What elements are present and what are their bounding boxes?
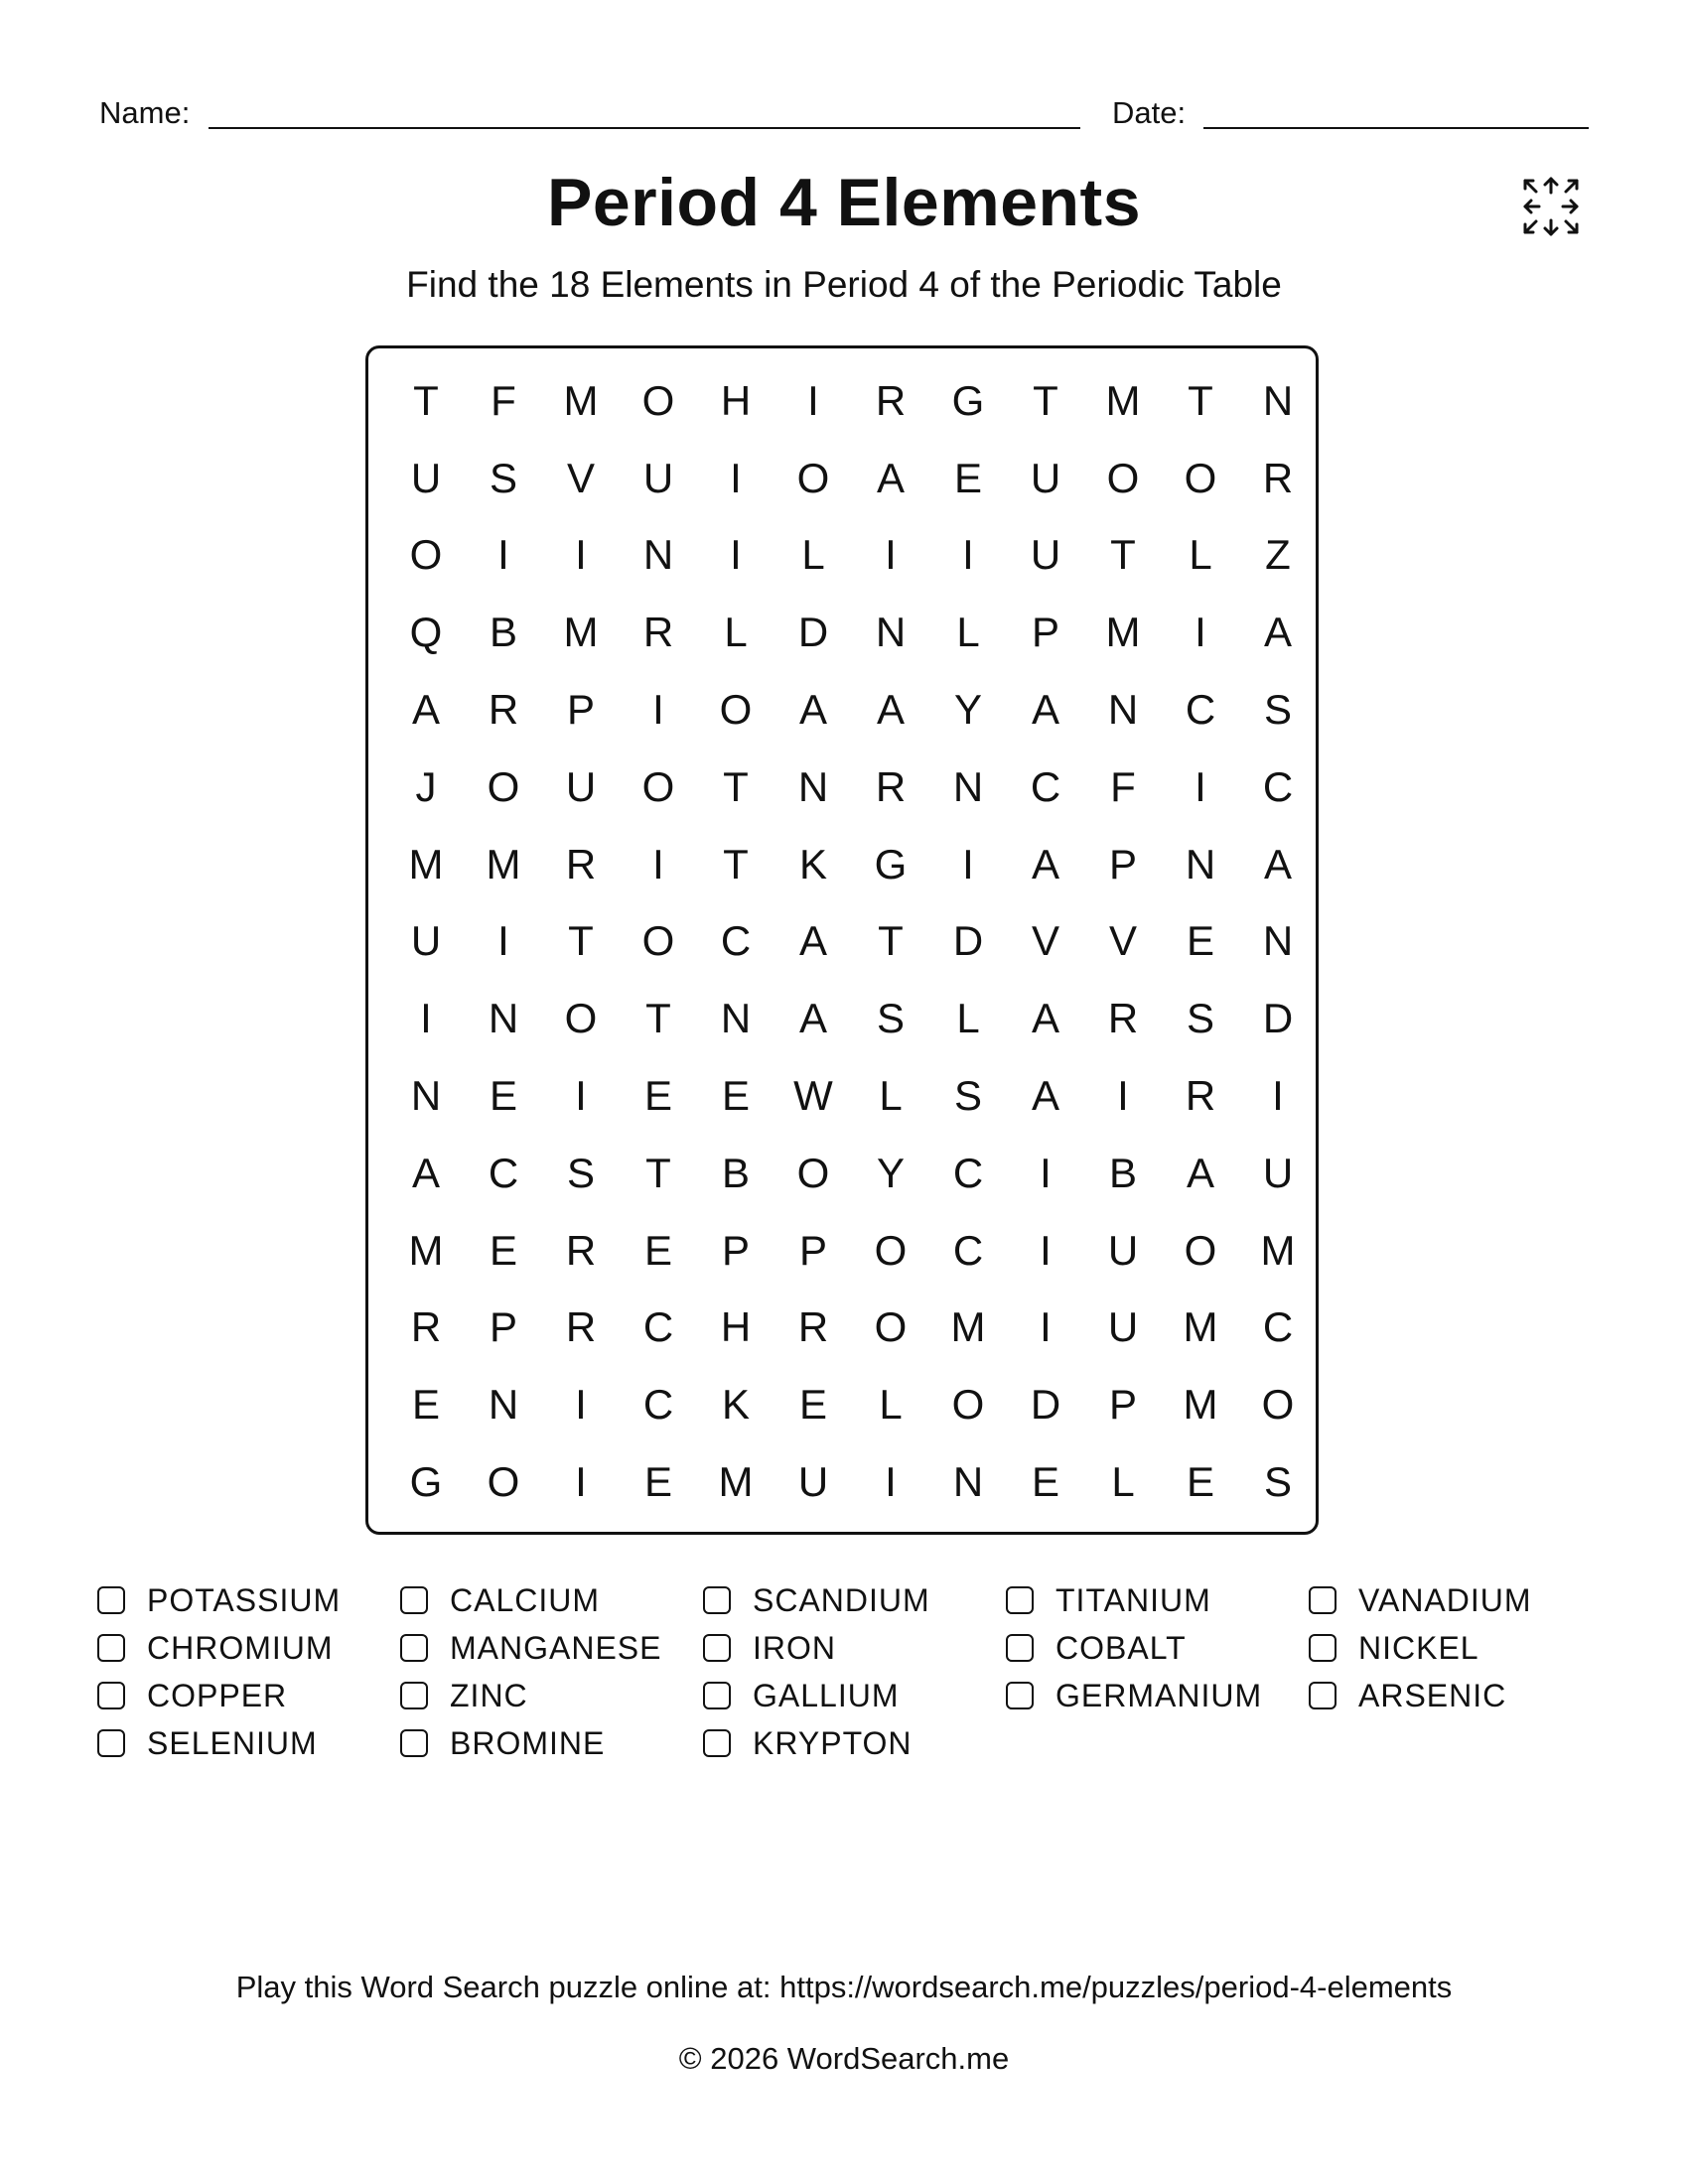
word-list-item[interactable] (1309, 1576, 1612, 1624)
word-label: KRYPTON (753, 1724, 913, 1761)
grid-cell[interactable]: F (491, 376, 516, 424)
grid-cell[interactable]: L (1111, 1458, 1135, 1506)
checkbox[interactable] (703, 1729, 731, 1757)
checkbox[interactable] (703, 1682, 731, 1709)
word-list-item[interactable] (97, 1624, 400, 1672)
grid-cell[interactable]: O (874, 1226, 908, 1274)
grid-cell[interactable]: K (798, 840, 827, 887)
grid-cell[interactable]: N (488, 1381, 519, 1429)
grid-cell[interactable]: L (801, 531, 825, 579)
word-label: BROMINE (450, 1724, 606, 1761)
grid-cell[interactable]: N (720, 995, 752, 1042)
word-label: SCANDIUM (753, 1581, 930, 1618)
copyright-text: © 2026 WordSearch.me (678, 2041, 1010, 2076)
grid-cell[interactable]: T (568, 917, 594, 965)
grid-cell[interactable]: A (1263, 609, 1292, 656)
grid-cell[interactable]: S (1263, 1458, 1292, 1506)
grid-cell[interactable]: I (730, 454, 742, 501)
grid-cell[interactable]: H (720, 376, 752, 424)
grid-cell[interactable]: I (652, 686, 664, 734)
grid-cell[interactable]: E (798, 1381, 827, 1429)
checkbox[interactable] (97, 1682, 125, 1709)
grid-cell[interactable]: I (1195, 609, 1206, 656)
grid-cell[interactable]: C (952, 1226, 984, 1274)
grid-cell[interactable]: O (641, 917, 675, 965)
word-label: NICKEL (1358, 1629, 1479, 1666)
grid-cell[interactable]: U (1107, 1226, 1139, 1274)
grid-cell[interactable]: N (952, 762, 984, 810)
grid-cell[interactable]: T (878, 917, 904, 965)
grid-cell[interactable]: C (642, 1381, 674, 1429)
grid-cell[interactable]: G (874, 840, 908, 887)
grid-cell[interactable]: T (645, 1149, 671, 1196)
grid-cell[interactable]: T (723, 840, 749, 887)
grid-cell[interactable]: E (953, 454, 982, 501)
grid-cell[interactable]: A (1031, 1072, 1059, 1120)
grid-cell[interactable]: P (489, 1303, 517, 1351)
grid-cell[interactable]: C (488, 1149, 519, 1196)
grid-cell[interactable]: B (1108, 1149, 1137, 1196)
word-list-item[interactable] (1006, 1624, 1309, 1672)
grid-cell[interactable]: O (1261, 1381, 1295, 1429)
grid-cell[interactable]: L (879, 1381, 903, 1429)
grid-cell[interactable]: O (409, 531, 443, 579)
grid-cell[interactable]: A (798, 995, 827, 1042)
date-line[interactable] (1203, 127, 1589, 129)
word-label: VANADIUM (1358, 1581, 1532, 1618)
grid-cell[interactable]: I (885, 531, 897, 579)
grid-cell[interactable]: J (415, 762, 437, 810)
grid-cell[interactable]: M (950, 1303, 986, 1351)
grid-cell[interactable]: U (1030, 531, 1061, 579)
grid-cell[interactable]: V (1031, 917, 1059, 965)
word-label: SELENIUM (147, 1724, 318, 1761)
checkbox[interactable] (97, 1634, 125, 1662)
grid-cell[interactable]: P (798, 1226, 827, 1274)
grid-cell[interactable]: A (411, 1149, 440, 1196)
grid-cell[interactable]: V (1108, 917, 1137, 965)
grid-cell[interactable]: A (876, 686, 905, 734)
grid-cell[interactable]: A (798, 686, 827, 734)
grid-cell[interactable]: A (1263, 840, 1292, 887)
grid-cell[interactable]: E (1186, 1458, 1214, 1506)
word-label: GALLIUM (753, 1677, 900, 1713)
grid-cell[interactable]: E (1186, 917, 1214, 965)
grid-cell[interactable]: E (721, 1072, 750, 1120)
grid-cell[interactable]: T (645, 995, 671, 1042)
grid-cell[interactable]: I (575, 1458, 587, 1506)
grid-cell[interactable]: L (724, 609, 748, 656)
grid-cell[interactable]: D (797, 609, 829, 656)
page-title: Period 4 Elements (546, 165, 1142, 240)
grid-cell[interactable]: N (488, 995, 519, 1042)
word-list-item[interactable] (97, 1719, 400, 1767)
grid-cell[interactable]: I (497, 531, 509, 579)
word-list-item[interactable] (400, 1576, 703, 1624)
grid-cell[interactable]: H (720, 1303, 752, 1351)
checkbox[interactable] (1309, 1586, 1336, 1614)
grid-cell[interactable]: O (719, 686, 753, 734)
grid-cell[interactable]: U (410, 454, 442, 501)
grid-cell[interactable]: M (486, 840, 521, 887)
checkbox[interactable] (400, 1634, 428, 1662)
grid-cell[interactable]: I (1117, 1072, 1129, 1120)
word-list (97, 1576, 1607, 1767)
grid-cell[interactable]: A (1031, 840, 1059, 887)
word-label: POTASSIUM (147, 1581, 342, 1618)
grid-cell[interactable]: I (652, 840, 664, 887)
checkbox[interactable] (1006, 1682, 1034, 1709)
word-list-item[interactable] (400, 1624, 703, 1672)
grid-cell[interactable]: U (1107, 1303, 1139, 1351)
checkbox[interactable] (97, 1586, 125, 1614)
checkbox[interactable] (400, 1586, 428, 1614)
grid-cell[interactable]: O (487, 762, 520, 810)
word-label: IRON (753, 1629, 836, 1666)
grid-cell[interactable]: O (1184, 1226, 1217, 1274)
grid-cell[interactable]: O (874, 1303, 908, 1351)
checkbox[interactable] (1309, 1682, 1336, 1709)
grid-cell[interactable]: P (1108, 1381, 1137, 1429)
word-label: GERMANIUM (1055, 1677, 1263, 1713)
grid-cell[interactable]: D (1262, 995, 1294, 1042)
word-list-item[interactable] (400, 1719, 703, 1767)
grid-cell[interactable]: S (1263, 686, 1292, 734)
grid-cell[interactable]: O (951, 1381, 985, 1429)
grid-cell[interactable]: I (1040, 1149, 1052, 1196)
grid-cell[interactable]: R (565, 840, 597, 887)
grid-cell[interactable]: I (807, 376, 819, 424)
grid-cell[interactable]: E (411, 1381, 440, 1429)
grid-cell[interactable]: F (1110, 762, 1136, 810)
grid-cell[interactable]: E (643, 1226, 672, 1274)
checkbox[interactable] (703, 1586, 731, 1614)
grid-cell[interactable]: G (951, 376, 985, 424)
grid-cell[interactable]: G (409, 1458, 443, 1506)
grid-cell[interactable]: I (962, 531, 974, 579)
grid-cell[interactable]: U (565, 762, 597, 810)
grid-cell[interactable]: I (730, 531, 742, 579)
checkbox[interactable] (400, 1729, 428, 1757)
grid-cell[interactable]: U (1262, 1149, 1294, 1196)
grid-cell[interactable]: M (1105, 376, 1141, 424)
grid-cell[interactable]: I (962, 840, 974, 887)
grid-cell[interactable]: R (410, 1303, 442, 1351)
grid-cell[interactable]: O (1106, 454, 1140, 501)
grid-cell[interactable]: O (1184, 454, 1217, 501)
grid-cell[interactable]: S (876, 995, 905, 1042)
grid-cell[interactable]: R (875, 762, 907, 810)
grid-cell[interactable]: P (566, 686, 595, 734)
grid-cell[interactable]: B (489, 609, 517, 656)
grid-cell[interactable]: N (1262, 376, 1294, 424)
word-label: MANGANESE (450, 1629, 662, 1666)
grid-cell[interactable]: S (1186, 995, 1214, 1042)
grid-cell[interactable]: C (1262, 1303, 1294, 1351)
grid-cell[interactable]: M (1183, 1303, 1218, 1351)
grid-cell[interactable]: E (1031, 1458, 1059, 1506)
grid-cell[interactable]: K (721, 1381, 750, 1429)
letter-grid[interactable] (387, 362, 1317, 1521)
grid-cell[interactable]: I (1040, 1226, 1052, 1274)
header-fields (99, 95, 1589, 135)
grid-cell[interactable]: I (1272, 1072, 1284, 1120)
grid-cell[interactable]: N (642, 531, 674, 579)
grid-cell[interactable]: C (952, 1149, 984, 1196)
grid-cell[interactable]: L (956, 609, 980, 656)
checkbox[interactable] (703, 1634, 731, 1662)
grid-cell[interactable]: O (641, 762, 675, 810)
grid-cell[interactable]: M (408, 840, 444, 887)
grid-cell[interactable]: S (953, 1072, 982, 1120)
grid-cell[interactable]: T (1188, 376, 1213, 424)
word-list-item[interactable] (703, 1719, 1006, 1767)
grid-cell[interactable]: R (565, 1226, 597, 1274)
checkbox[interactable] (400, 1682, 428, 1709)
play-online-text: Play this Word Search puzzle online at: https://wordsearch.me/puzzles/period-4-elements (235, 1970, 1453, 2004)
grid-cell[interactable]: M (1105, 609, 1141, 656)
grid-cell[interactable]: A (1186, 1149, 1214, 1196)
grid-cell[interactable]: E (643, 1458, 672, 1506)
grid-cell[interactable]: A (411, 686, 440, 734)
grid-cell[interactable]: T (723, 762, 749, 810)
name-label: Name: (99, 95, 191, 130)
grid-cell[interactable]: Y (876, 1149, 905, 1196)
word-list-item[interactable] (1309, 1624, 1612, 1672)
word-list-item[interactable] (400, 1672, 703, 1719)
word-label: COPPER (147, 1677, 288, 1713)
grid-cell[interactable]: E (489, 1072, 517, 1120)
page-subtitle: Find the 18 Elements in Period 4 of the Periodic Table (406, 264, 1282, 305)
grid-cell[interactable]: O (564, 995, 598, 1042)
grid-cell[interactable]: R (1262, 454, 1294, 501)
grid-cell[interactable]: M (1260, 1226, 1296, 1274)
word-list-item[interactable] (1309, 1672, 1612, 1719)
grid-cell[interactable]: C (1262, 762, 1294, 810)
grid-cell[interactable]: D (1030, 1381, 1061, 1429)
grid-cell[interactable]: N (1107, 686, 1139, 734)
grid-cell[interactable]: U (642, 454, 674, 501)
grid-cell[interactable]: N (410, 1072, 442, 1120)
grid-cell[interactable]: S (566, 1149, 595, 1196)
grid-cell[interactable]: T (1033, 376, 1058, 424)
word-label: CALCIUM (450, 1581, 601, 1618)
grid-cell[interactable]: M (408, 1226, 444, 1274)
grid-cell[interactable]: I (575, 1072, 587, 1120)
grid-cell[interactable]: P (721, 1226, 750, 1274)
grid-cell[interactable]: T (1110, 531, 1136, 579)
word-list-item[interactable] (703, 1672, 1006, 1719)
checkbox[interactable] (1309, 1634, 1336, 1662)
grid-cell[interactable]: R (642, 609, 674, 656)
grid-cell[interactable]: T (413, 376, 439, 424)
grid-cell[interactable]: R (875, 376, 907, 424)
grid-cell[interactable]: O (796, 1149, 830, 1196)
word-label: ZINC (450, 1677, 528, 1713)
grid-cell[interactable]: R (1185, 1072, 1216, 1120)
grid-cell[interactable]: N (875, 609, 907, 656)
grid-cell[interactable]: S (489, 454, 517, 501)
grid-cell[interactable]: O (796, 454, 830, 501)
grid-cell[interactable]: L (956, 995, 980, 1042)
grid-cell[interactable]: E (489, 1226, 517, 1274)
grid-cell[interactable]: M (1183, 1381, 1218, 1429)
grid-cell[interactable]: Q (409, 609, 443, 656)
word-list-item[interactable] (1006, 1672, 1309, 1719)
word-list-item[interactable] (97, 1672, 400, 1719)
word-label: ARSENIC (1358, 1677, 1507, 1713)
grid-cell[interactable]: O (487, 1458, 520, 1506)
grid-cell[interactable]: Z (1265, 531, 1291, 579)
grid-cell[interactable]: I (497, 917, 509, 965)
grid-cell[interactable]: U (797, 1458, 829, 1506)
grid-cell[interactable]: N (1262, 917, 1294, 965)
grid-cell[interactable]: N (1185, 840, 1216, 887)
grid-cell[interactable]: A (1031, 686, 1059, 734)
grid-cell[interactable]: Y (953, 686, 982, 734)
checkbox[interactable] (1006, 1634, 1034, 1662)
grid-cell[interactable]: V (566, 454, 595, 501)
grid-cell[interactable]: C (720, 917, 752, 965)
grid-cell[interactable]: E (643, 1072, 672, 1120)
grid-cell[interactable]: M (718, 1458, 754, 1506)
directions-arrows-icon (1519, 175, 1583, 238)
word-label: TITANIUM (1055, 1581, 1211, 1618)
grid-cell[interactable]: R (565, 1303, 597, 1351)
grid-cell[interactable]: R (1107, 995, 1139, 1042)
grid-cell[interactable]: M (563, 609, 599, 656)
grid-cell[interactable]: D (952, 917, 984, 965)
grid-cell[interactable]: L (1189, 531, 1212, 579)
grid-cell[interactable]: N (797, 762, 829, 810)
grid-cell[interactable]: R (488, 686, 519, 734)
word-list-item[interactable] (703, 1624, 1006, 1672)
grid-cell[interactable]: I (1040, 1303, 1052, 1351)
grid-cell[interactable]: I (1195, 762, 1206, 810)
grid-cell[interactable]: O (641, 376, 675, 424)
word-list-item[interactable] (703, 1576, 1006, 1624)
grid-cell[interactable]: A (1031, 995, 1059, 1042)
grid-cell[interactable]: I (885, 1458, 897, 1506)
grid-cell[interactable]: P (1031, 609, 1059, 656)
grid-cell[interactable]: I (575, 1381, 587, 1429)
grid-cell[interactable]: M (563, 376, 599, 424)
grid-cell[interactable]: U (1030, 454, 1061, 501)
grid-cell[interactable]: R (797, 1303, 829, 1351)
grid-cell[interactable]: A (798, 917, 827, 965)
grid-cell[interactable]: B (721, 1149, 750, 1196)
grid-cell[interactable]: C (1030, 762, 1061, 810)
grid-cell[interactable]: C (642, 1303, 674, 1351)
word-list-item[interactable] (97, 1576, 400, 1624)
grid-cell[interactable]: U (410, 917, 442, 965)
checkbox[interactable] (97, 1729, 125, 1757)
grid-cell[interactable]: W (793, 1072, 833, 1120)
grid-cell[interactable]: I (575, 531, 587, 579)
date-label: Date: (1112, 95, 1187, 130)
name-line[interactable] (209, 127, 1080, 129)
grid-cell[interactable]: I (420, 995, 432, 1042)
grid-cell[interactable]: L (879, 1072, 903, 1120)
word-list-item[interactable] (1006, 1576, 1309, 1624)
grid-cell[interactable]: P (1108, 840, 1137, 887)
grid-cell[interactable]: C (1185, 686, 1216, 734)
word-label: CHROMIUM (147, 1629, 334, 1666)
checkbox[interactable] (1006, 1586, 1034, 1614)
word-label: COBALT (1055, 1629, 1187, 1666)
grid-cell[interactable]: N (952, 1458, 984, 1506)
grid-cell[interactable]: A (876, 454, 905, 501)
